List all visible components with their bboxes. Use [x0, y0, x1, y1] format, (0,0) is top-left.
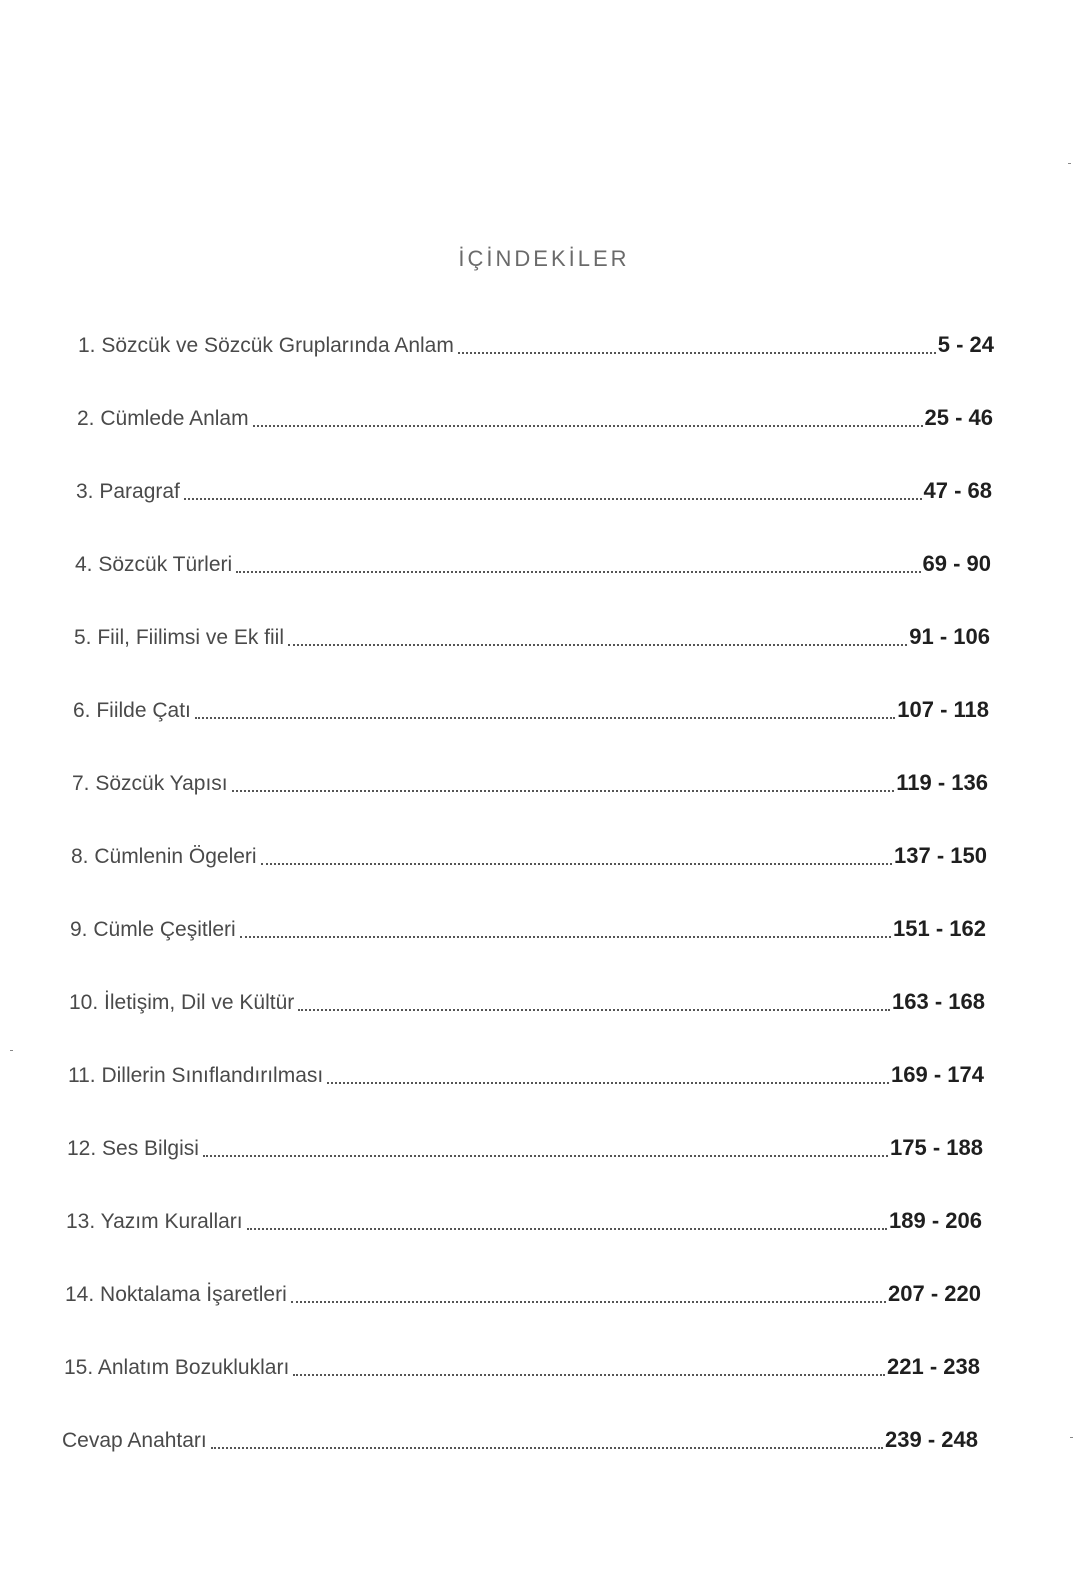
toc-entry-5[interactable]: [74, 624, 990, 650]
toc-entry-label: 1. Sözcük ve Sözcük Gruplarında Anlam: [78, 334, 454, 357]
toc-entry-12[interactable]: [67, 1135, 983, 1161]
dot-leader: [293, 1372, 885, 1376]
dot-leader: [247, 1226, 887, 1230]
dot-leader: [298, 1007, 890, 1011]
dot-leader: [327, 1080, 889, 1084]
dot-leader: [232, 788, 895, 792]
toc-entry-pages: 69 - 90: [922, 551, 991, 576]
toc-entry-pages: 91 - 106: [909, 624, 990, 649]
toc-entry-answer-key[interactable]: [62, 1427, 978, 1453]
toc-entry-pages: 207 - 220: [888, 1281, 981, 1306]
toc-entry-label: 9. Cümle Çeşitleri: [70, 918, 236, 941]
toc-entry-4[interactable]: [75, 551, 991, 577]
scan-speck: [1070, 1437, 1073, 1438]
toc-entry-pages: 107 - 118: [897, 697, 989, 722]
toc-entry-label: 2. Cümlede Anlam: [77, 407, 249, 430]
dot-leader: [184, 496, 922, 500]
toc-entry-pages: 175 - 188: [890, 1135, 983, 1160]
dot-leader: [291, 1299, 886, 1303]
toc-entry-15[interactable]: [64, 1354, 980, 1380]
dot-leader: [195, 715, 895, 719]
dot-leader: [203, 1153, 888, 1157]
dot-leader: [288, 642, 907, 646]
dot-leader: [211, 1445, 883, 1449]
toc-entry-6[interactable]: [73, 697, 989, 723]
toc-entry-pages: 151 - 162: [893, 916, 986, 941]
toc-entry-label: 4. Sözcük Türleri: [75, 553, 233, 576]
toc-entry-label: 7. Sözcük Yapısı: [72, 772, 228, 795]
toc-entry-10[interactable]: [69, 989, 985, 1015]
toc-entry-2[interactable]: [77, 405, 993, 431]
toc-entry-pages: 47 - 68: [923, 478, 992, 503]
toc-entry-13[interactable]: [66, 1208, 982, 1234]
toc-entry-pages: 25 - 46: [924, 405, 993, 430]
toc-entry-label: 13. Yazım Kuralları: [66, 1210, 243, 1233]
toc-entry-pages: 5 - 24: [937, 332, 994, 357]
dot-leader: [458, 350, 936, 354]
toc-entry-label: 11. Dillerin Sınıflandırılması: [68, 1064, 324, 1087]
toc-entry-pages: 137 - 150: [894, 843, 987, 868]
toc-entry-label: 10. İletişim, Dil ve Kültür: [69, 991, 295, 1014]
toc-entry-pages: 221 - 238: [887, 1354, 980, 1379]
scan-speck: [10, 1050, 13, 1051]
toc-entry-8[interactable]: [71, 843, 987, 869]
toc-entry-label: 14. Noktalama İşaretleri: [65, 1283, 287, 1306]
toc-entry-label: 5. Fiil, Fiilimsi ve Ek fiil: [74, 626, 285, 649]
toc-entry-pages: 189 - 206: [889, 1208, 982, 1233]
toc-entry-3[interactable]: [76, 478, 992, 504]
toc-entry-label: Cevap Anahtarı: [62, 1429, 207, 1452]
toc-entry-pages: 163 - 168: [892, 989, 985, 1014]
toc-entry-label: 12. Ses Bilgisi: [67, 1137, 199, 1160]
toc-entry-pages: 169 - 174: [891, 1062, 984, 1087]
toc-entry-label: 3. Paragraf: [76, 480, 180, 503]
toc-entry-9[interactable]: [70, 916, 986, 942]
page-title: İÇİNDEKİLER: [458, 246, 630, 271]
toc-entry-label: 8. Cümlenin Ögeleri: [71, 845, 257, 868]
scan-speck: [1068, 163, 1071, 164]
toc-entry-label: 15. Anlatım Bozuklukları: [64, 1356, 290, 1379]
dot-leader: [236, 569, 920, 573]
toc-entry-11[interactable]: [68, 1062, 984, 1088]
toc-entry-pages: 239 - 248: [885, 1427, 978, 1452]
dot-leader: [253, 423, 923, 427]
toc-entry-pages: 119 - 136: [896, 770, 988, 795]
dot-leader: [261, 861, 892, 865]
toc-entry-14[interactable]: [65, 1281, 981, 1307]
dot-leader: [240, 934, 891, 938]
toc-entry-7[interactable]: [72, 770, 988, 796]
toc-entry-1[interactable]: [78, 332, 994, 358]
toc-entry-label: 6. Fiilde Çatı: [73, 699, 191, 722]
